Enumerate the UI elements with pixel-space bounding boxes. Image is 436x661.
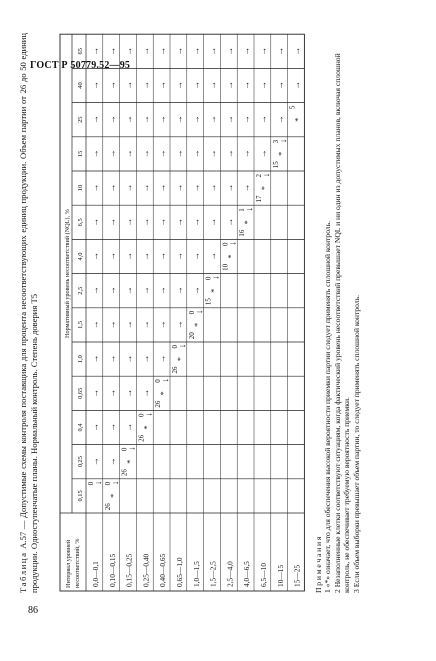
row-interval-label: 2,5—4,0: [225, 561, 235, 587]
sample-size-value: 17: [255, 195, 263, 203]
full-inspection-star: *: [226, 254, 236, 259]
arrow-right-mark: →: [140, 46, 151, 56]
arrow-right-mark: →: [106, 46, 117, 56]
full-inspection-star: *: [276, 151, 286, 156]
arrow-right-mark: →: [190, 115, 201, 125]
arrow-right-mark: →: [90, 115, 100, 125]
arrow-right-mark: →: [174, 81, 184, 90]
arrow-right-mark: →: [90, 457, 100, 467]
arrow-right-mark: →: [123, 320, 134, 330]
sample-size-value: 26: [137, 434, 146, 442]
acceptance-number-value: 0: [120, 447, 129, 452]
column-header: 0,15: [77, 490, 84, 502]
arrow-right-mark: →: [106, 115, 117, 125]
table-caption: [18, 33, 40, 593]
row-interval-label: 0,0—0,1: [91, 561, 100, 587]
acceptance-number-value: 0: [137, 413, 146, 417]
arrow-right-mark: →: [90, 354, 100, 364]
arrow-right-mark: →: [123, 286, 134, 296]
arrow-right-mark: →: [224, 217, 235, 227]
column-header: 1,0: [77, 355, 84, 364]
arrow-right-mark: →: [190, 81, 201, 90]
arrow-right-mark: →: [123, 115, 134, 125]
sample-size-value: 15: [204, 298, 213, 306]
arrow-right-mark: →: [123, 149, 134, 159]
sample-size-value: 26: [171, 366, 179, 374]
arrow-right-mark: →: [106, 354, 117, 364]
full-inspection-star: *: [176, 357, 185, 362]
full-inspection-star: *: [293, 117, 303, 122]
arrow-right-mark: →: [291, 81, 302, 90]
arrow-right-mark: →: [140, 286, 151, 296]
acceptance-number-value: 0: [221, 242, 230, 246]
full-inspection-star: *: [159, 391, 169, 396]
arrow-right-mark: →: [207, 149, 218, 159]
row-interval-label: 4,0—6,5: [242, 561, 252, 587]
arrow-right-mark: →: [207, 183, 218, 193]
arrow-right-mark: →: [140, 115, 151, 125]
arrow-right-mark: →: [106, 217, 117, 227]
row-interval-label: 6,5—10: [259, 562, 268, 587]
acceptance-number-value: 0: [187, 310, 196, 315]
acceptance-number-value: 5: [288, 105, 297, 110]
full-inspection-star: *: [192, 322, 202, 327]
acceptance-number-value: 2: [255, 174, 263, 178]
arrow-right-mark: →: [190, 149, 201, 159]
row-interval-label: 0,15—0,25: [124, 553, 134, 587]
arrow-right-mark: →: [224, 149, 235, 159]
acceptance-number-value: 0: [103, 481, 112, 486]
arrow-right-mark: →: [90, 81, 100, 90]
acceptance-number-value: 3: [271, 139, 280, 144]
arrow-down-mark: ↓: [177, 343, 187, 349]
arrow-down-mark: ↓: [126, 446, 137, 451]
arrow-right-mark: →: [140, 149, 151, 159]
arrow-right-mark: →: [274, 115, 285, 125]
arrow-right-mark: →: [90, 217, 100, 227]
row-interval-label: 1,0—1,5: [191, 561, 201, 587]
acceptance-number-value: 0: [204, 276, 213, 281]
arrow-right-mark: →: [90, 149, 100, 159]
arrow-right-mark: →: [174, 46, 184, 56]
arrow-down-mark: ↓: [109, 480, 120, 486]
arrow-right-mark: →: [140, 388, 151, 398]
column-header: 0,65: [77, 387, 84, 399]
full-inspection-star: *: [243, 220, 253, 225]
table-notes: [314, 33, 361, 593]
arrow-right-mark: →: [157, 217, 168, 227]
arrow-right-mark: →: [140, 354, 151, 364]
arrow-right-mark: →: [190, 286, 201, 296]
arrow-down-mark: ↓: [277, 138, 288, 144]
arrow-right-mark: →: [106, 286, 117, 296]
arrow-right-mark: →: [157, 183, 168, 193]
arrow-right-mark: →: [157, 320, 168, 330]
row-header-label: несоответствий, %: [74, 538, 81, 588]
column-header: 40: [77, 82, 84, 89]
arrow-right-mark: →: [140, 81, 151, 90]
rotated-page-content: [18, 33, 388, 593]
arrow-right-mark: →: [291, 46, 302, 56]
arrow-right-mark: →: [123, 81, 134, 90]
acceptance-number-value: 0: [87, 481, 95, 486]
column-header: 2,5: [77, 286, 84, 295]
column-header: 10: [77, 184, 84, 192]
column-header: 1,5: [77, 320, 84, 329]
arrow-down-mark: ↓: [210, 275, 221, 280]
arrow-right-mark: →: [241, 183, 252, 193]
note-1: 1 «*» означает, что для обеспечения высокой вероятности приемки партии следует применять сплошной контроль.: [323, 220, 333, 593]
arrow-right-mark: →: [106, 423, 117, 432]
arrow-right-mark: →: [241, 46, 252, 56]
arrow-right-mark: →: [190, 217, 201, 227]
arrow-right-mark: →: [90, 388, 100, 398]
arrow-right-mark: →: [90, 46, 100, 56]
arrow-right-mark: →: [157, 115, 168, 125]
arrow-right-mark: →: [207, 115, 218, 125]
arrow-right-mark: →: [106, 183, 117, 193]
arrow-right-mark: →: [106, 149, 117, 159]
sample-size-value: 26: [154, 400, 163, 408]
page-number: 86: [28, 605, 38, 616]
arrow-right-mark: →: [258, 115, 268, 125]
arrow-down-mark: ↓: [193, 309, 204, 315]
arrow-right-mark: →: [174, 115, 184, 125]
arrow-right-mark: →: [106, 388, 117, 398]
caption-label: Таблица: [18, 551, 28, 593]
arrow-right-mark: →: [123, 183, 134, 193]
arrow-right-mark: →: [190, 183, 201, 193]
notes-heading: Примечания: [314, 534, 323, 593]
arrow-right-mark: →: [123, 252, 134, 261]
arrow-right-mark: →: [90, 286, 100, 296]
arrow-right-mark: →: [224, 183, 235, 193]
arrow-right-mark: →: [274, 46, 285, 56]
arrow-right-mark: →: [174, 183, 184, 193]
arrow-right-mark: →: [174, 320, 184, 330]
full-inspection-star: *: [260, 186, 269, 191]
arrow-right-mark: →: [90, 320, 100, 330]
acceptance-number-value: 0: [171, 345, 179, 349]
arrow-right-mark: →: [106, 252, 117, 261]
arrow-right-mark: →: [207, 81, 218, 90]
column-header: 0,4: [77, 423, 84, 432]
row-interval-label: 10—15: [275, 564, 285, 587]
arrow-right-mark: →: [224, 81, 235, 90]
caption-text: — Допустимые схемы контроля поставщика для процента несоответствующих единиц продукции. Объем партии от 26 до 50 единиц продукции. Одноступенчатые планы. Нормальный контроль. Степень доверия Т5: [18, 32, 39, 593]
full-inspection-star: *: [125, 459, 135, 464]
arrow-right-mark: →: [157, 354, 168, 364]
arrow-right-mark: →: [123, 388, 134, 398]
row-interval-label: 0,10—0,15: [107, 553, 117, 587]
arrow-right-mark: →: [174, 217, 184, 227]
arrow-right-mark: →: [123, 46, 134, 56]
column-header: 65: [77, 48, 84, 55]
arrow-down-mark: ↓: [93, 480, 103, 486]
arrow-right-mark: →: [224, 115, 235, 125]
arrow-right-mark: →: [190, 252, 201, 261]
arrow-right-mark: →: [123, 423, 134, 432]
arrow-down-mark: ↓: [261, 172, 271, 178]
arrow-right-mark: →: [241, 149, 252, 159]
sample-size-value: 26: [120, 469, 129, 477]
arrow-right-mark: →: [90, 423, 100, 432]
column-header: 25: [77, 116, 84, 123]
arrow-right-mark: →: [157, 149, 168, 159]
arrow-right-mark: →: [258, 149, 268, 159]
sample-size-value: 15: [271, 161, 280, 169]
column-header: 4,0: [77, 252, 84, 261]
row-interval-label: 0,40—0,65: [158, 553, 168, 587]
arrow-right-mark: →: [207, 217, 218, 227]
arrow-right-mark: →: [174, 149, 184, 159]
arrow-down-mark: ↓: [227, 241, 238, 246]
column-header: 6,5: [77, 218, 84, 227]
sample-size-value: 10: [221, 263, 230, 271]
arrow-down-mark: ↓: [160, 377, 171, 383]
arrow-right-mark: →: [106, 320, 117, 330]
row-interval-label: 15—25: [292, 564, 302, 587]
full-inspection-star: *: [108, 493, 118, 498]
sample-size-value: 20: [187, 332, 196, 340]
arrow-right-mark: →: [224, 46, 235, 56]
arrow-right-mark: →: [174, 252, 184, 261]
row-interval-label: 1,5—2,5: [208, 561, 218, 587]
full-inspection-star: *: [142, 425, 152, 430]
row-interval-label: 0,65—1,0: [175, 557, 184, 587]
column-header: 0,25: [77, 456, 84, 468]
arrow-down-mark: ↓: [143, 412, 154, 417]
note-2: 2 Незаполненные клетки соответствуют ситуациям, когда фактический уровень несоответствий превышает NQL и ни один из допустимых планов, включая сплошной контроль, не обеспечивает требуемую вероятность приемки.: [332, 53, 352, 593]
sample-size-value: 16: [238, 229, 247, 237]
arrow-right-mark: →: [106, 457, 117, 467]
arrow-right-mark: →: [258, 46, 268, 56]
arrow-right-mark: →: [241, 81, 252, 90]
arrow-right-mark: →: [90, 183, 100, 193]
document-header: ГОСТ Р 50779.52—95: [30, 60, 131, 71]
arrow-right-mark: →: [207, 252, 218, 261]
column-group-header: Нормативный уровень несоответствий (NQL), %: [64, 209, 71, 338]
caption-number: А.57: [18, 531, 28, 549]
sample-size-value: 26: [103, 503, 112, 511]
column-header: 15: [77, 150, 84, 158]
sampling-plan-table: [58, 33, 306, 593]
arrow-right-mark: →: [258, 81, 268, 90]
arrow-right-mark: →: [207, 46, 218, 56]
arrow-right-mark: →: [140, 320, 151, 330]
arrow-right-mark: →: [157, 286, 168, 296]
arrow-right-mark: →: [157, 252, 168, 261]
note-3: 3 Если объем выборки превышает объем партии, то следует применять сплошной контроль.: [351, 294, 361, 593]
arrow-right-mark: →: [123, 354, 134, 364]
row-interval-label: 0,25—0,40: [141, 553, 151, 587]
arrow-right-mark: →: [90, 252, 100, 261]
arrow-right-mark: →: [140, 183, 151, 193]
acceptance-number-value: 1: [238, 208, 247, 212]
arrow-right-mark: →: [174, 286, 184, 296]
acceptance-number-value: 0: [154, 379, 163, 383]
arrow-down-mark: ↓: [244, 206, 255, 212]
arrow-right-mark: →: [140, 252, 151, 261]
arrow-right-mark: →: [157, 46, 168, 56]
row-header-label: Интервал уровней: [65, 539, 72, 588]
arrow-right-mark: →: [123, 217, 134, 227]
arrow-right-mark: →: [190, 46, 201, 56]
arrow-right-mark: →: [106, 81, 117, 90]
arrow-right-mark: →: [241, 115, 252, 125]
arrow-right-mark: →: [157, 81, 168, 90]
arrow-right-mark: →: [274, 81, 285, 90]
full-inspection-star: *: [209, 288, 219, 293]
arrow-right-mark: →: [140, 217, 151, 227]
